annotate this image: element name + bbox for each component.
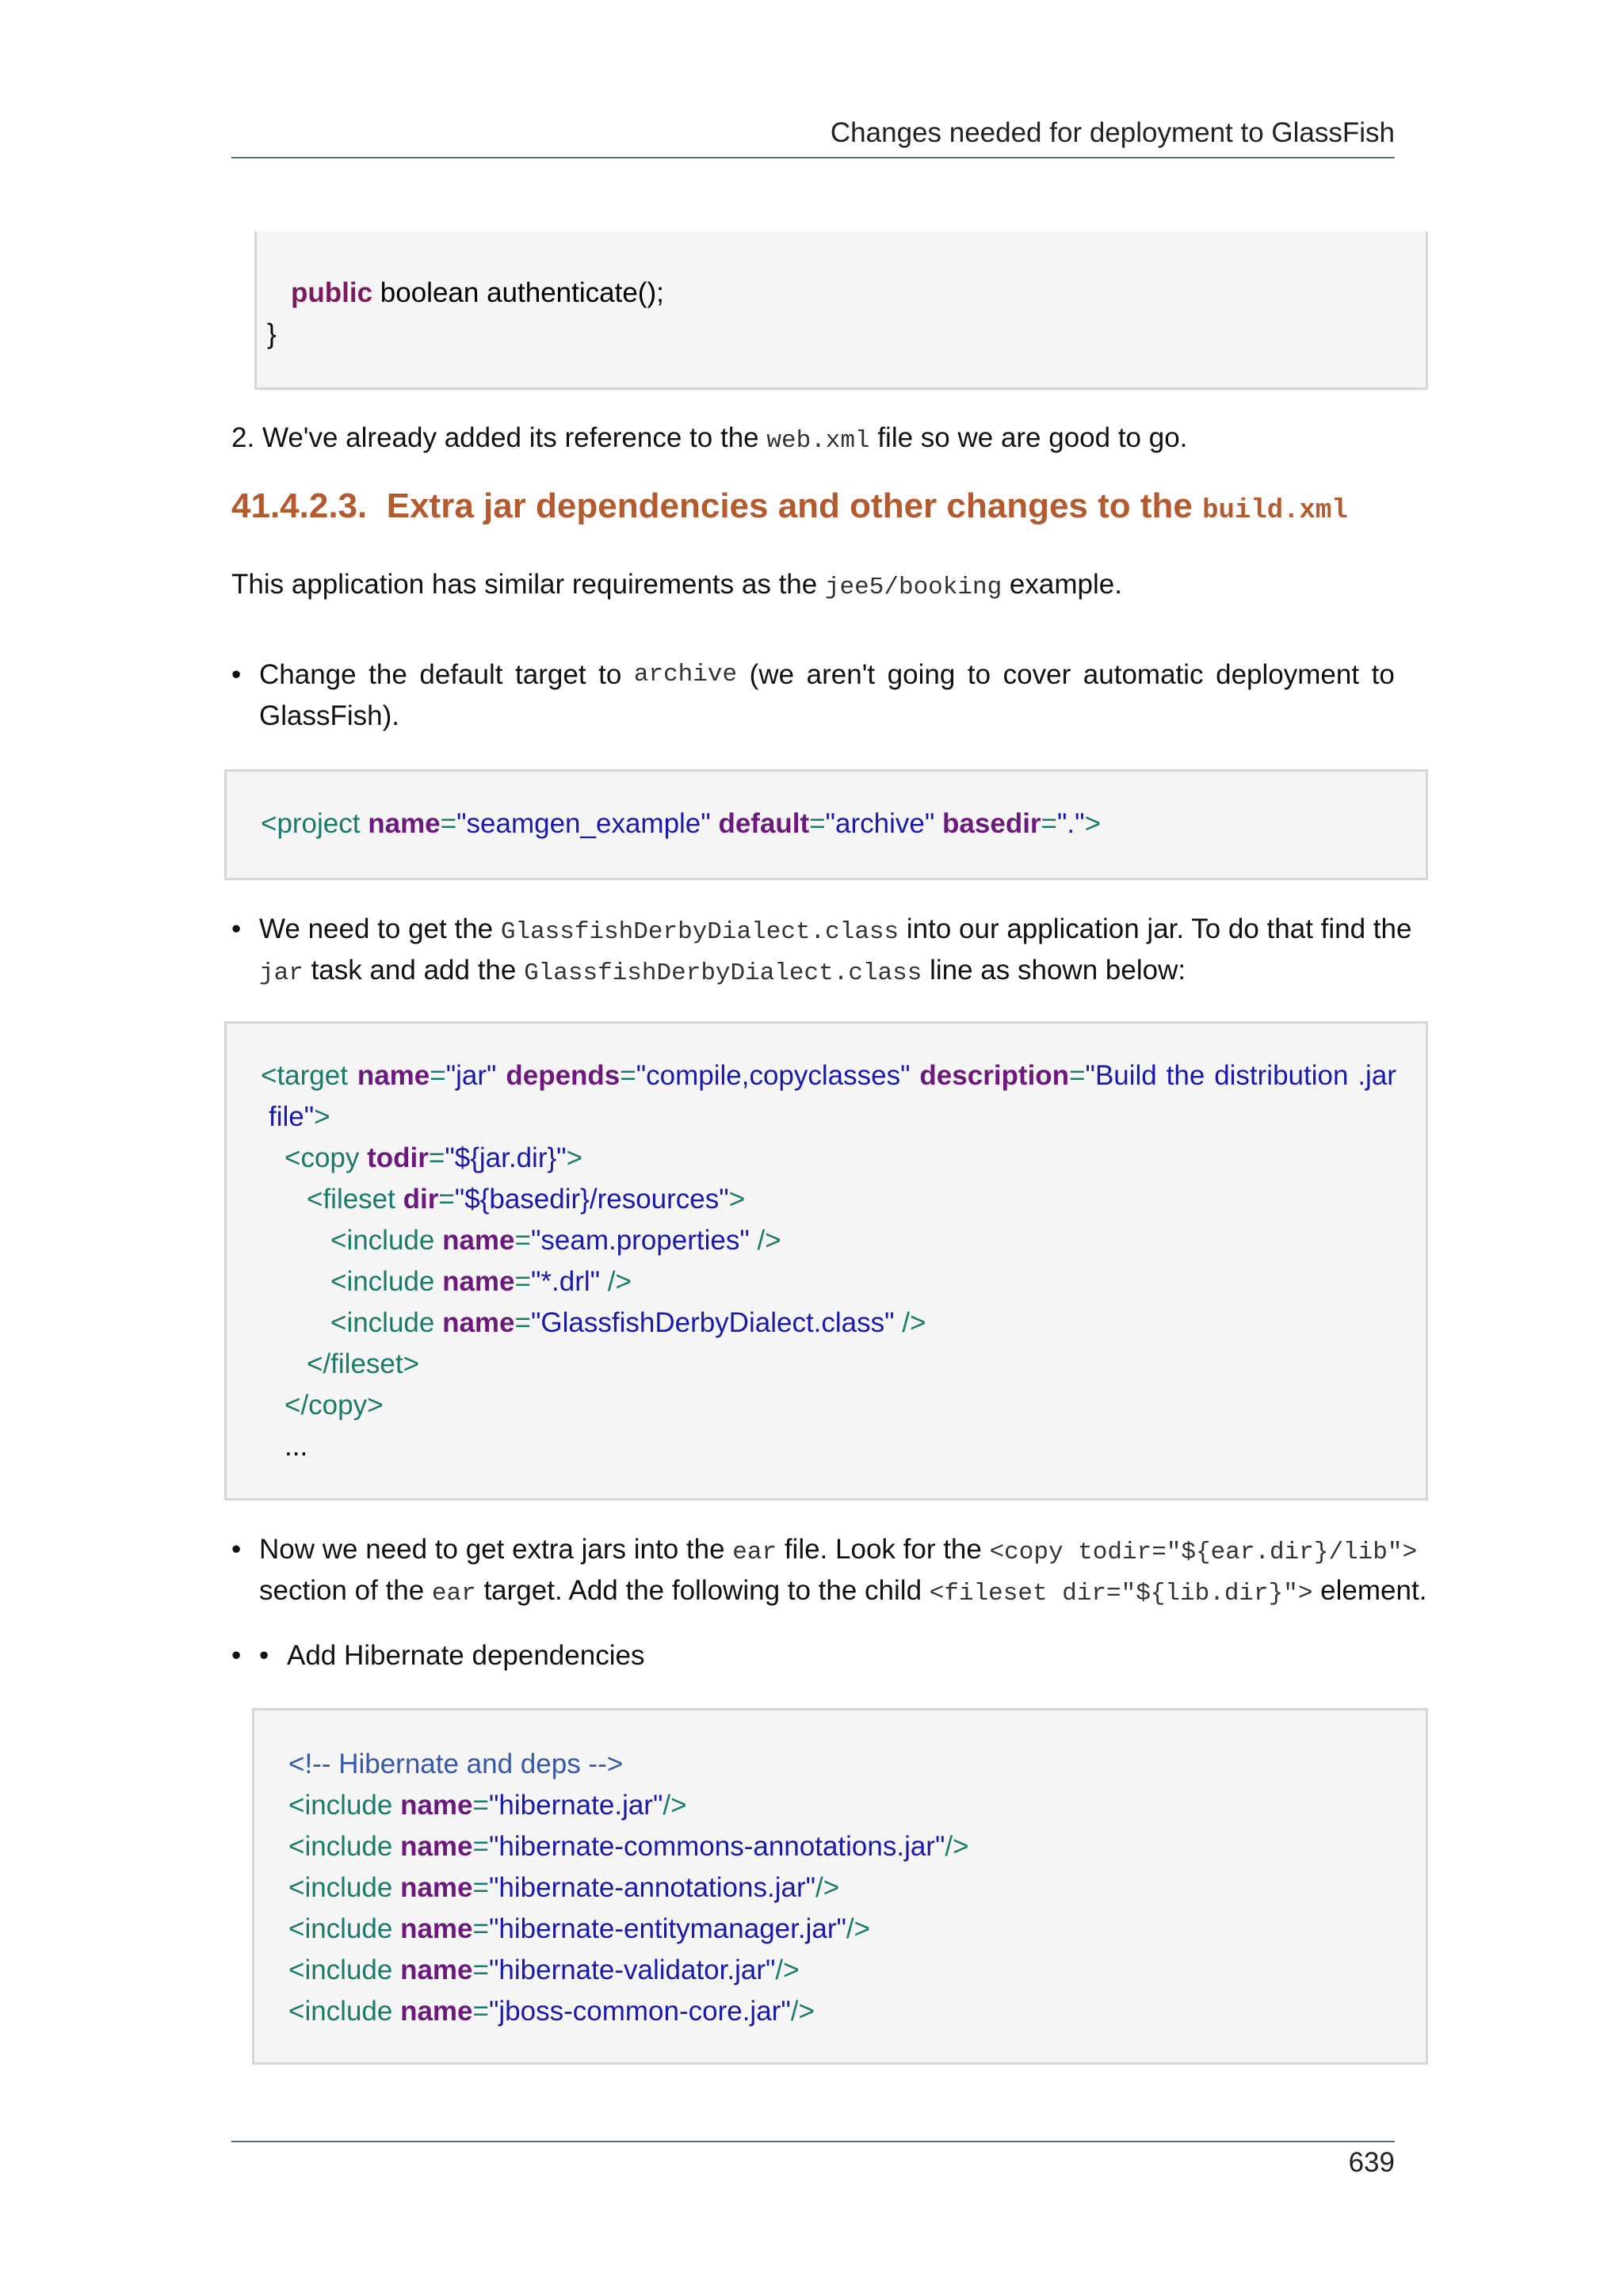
- bullet-2-line-1: We need to get the GlassfishDerbyDialect.class into our application jar. To do that find the: [259, 913, 1412, 946]
- code-line: <include name="GlassfishDerbyDialect.class" />: [330, 1307, 926, 1338]
- code-line: <include name="hibernate-validator.jar"/>: [288, 1955, 800, 1985]
- code-line: public boolean authenticate();: [291, 277, 664, 308]
- bullet-marker: •: [231, 1640, 242, 1671]
- inline-code: <fileset dir="${lib.dir}">: [929, 1580, 1313, 1608]
- intro-paragraph: This application has similar requirements as the jee5/booking example.: [231, 569, 1122, 601]
- code-line: <include name="hibernate-entitymanager.jar"/>: [288, 1913, 871, 1944]
- code-line: <target name="jar" depends="compile,copyclasses" description="Build the distribution .jar: [261, 1060, 1396, 1091]
- inline-code: <copy todir="${ear.dir}/lib">: [989, 1539, 1418, 1566]
- section-heading: 41.4.2.3. Extra jar dependencies and other changes to the build.xml: [231, 486, 1348, 526]
- inline-code: GlassfishDerbyDialect.class: [500, 918, 899, 946]
- code-line: <project name="seamgen_example" default="archive" basedir=".">: [261, 808, 1102, 839]
- code-line: <include name="hibernate-annotations.jar"/>: [288, 1872, 840, 1903]
- page-number: 639: [1348, 2147, 1395, 2178]
- code-line: <include name="hibernate-commons-annotations.jar"/>: [288, 1831, 969, 1862]
- code-block-hibernate-deps: [252, 1708, 1428, 2065]
- footer-rule: [231, 2141, 1395, 2142]
- code-line: file">: [269, 1101, 330, 1132]
- bullet-marker: •: [259, 1640, 269, 1671]
- code-comment: <!-- Hibernate and deps -->: [288, 1749, 624, 1779]
- inline-code: jee5/booking: [824, 574, 1002, 601]
- code-line: <include name="hibernate.jar"/>: [288, 1790, 687, 1821]
- inline-code: GlassfishDerbyDialect.class: [524, 959, 922, 987]
- code-line: <fileset dir="${basedir}/resources">: [307, 1184, 746, 1215]
- code-line: ...: [285, 1431, 308, 1462]
- code-line: <include name="*.drl" />: [330, 1266, 632, 1297]
- inline-code: web.xml: [766, 427, 870, 455]
- header-rule: [231, 157, 1395, 158]
- inline-code: ear: [431, 1580, 476, 1608]
- code-line: </fileset>: [307, 1348, 420, 1379]
- code-block-jar-target: [224, 1021, 1428, 1501]
- code-line: </copy>: [285, 1390, 384, 1421]
- running-header: Changes needed for deployment to GlassFish: [830, 117, 1395, 148]
- code-line: <include name="jboss-common-core.jar"/>: [288, 1996, 815, 2027]
- inline-code: archive: [633, 661, 738, 688]
- bullet-3-line-1: Now we need to get extra jars into the ear file. Look for the <copy todir="${ear.dir}/lib">: [259, 1534, 1418, 1566]
- bullet-2-line-2: jar task and add the GlassfishDerbyDialect.class line as shown below:: [259, 955, 1186, 987]
- bullet-4-text: Add Hibernate dependencies: [287, 1640, 645, 1671]
- bullet-1-line-1: Change the default target to archive (we aren't going to cover automatic deployment to: [259, 654, 1395, 696]
- code-line: <include name="seam.properties" />: [330, 1225, 781, 1256]
- bullet-marker: •: [231, 659, 242, 690]
- bullet-marker: •: [231, 913, 242, 944]
- code-block-project: [224, 769, 1428, 880]
- bullet-marker: •: [231, 1534, 242, 1565]
- step-2: 2. We've already added its reference to the web.xml file so we are good to go.: [231, 422, 1188, 455]
- bullet-1-line-2: GlassFish).: [259, 700, 399, 731]
- code-block-authenticate: [254, 231, 1428, 390]
- inline-code: ear: [732, 1539, 777, 1566]
- bullet-3-line-2: section of the ear target. Add the following to the child <fileset dir="${lib.dir}"> element.: [259, 1575, 1427, 1608]
- code-line: <copy todir="${jar.dir}">: [285, 1142, 583, 1173]
- code-line: }: [267, 318, 277, 349]
- inline-code: build.xml: [1202, 496, 1348, 526]
- inline-code: jar: [259, 959, 304, 987]
